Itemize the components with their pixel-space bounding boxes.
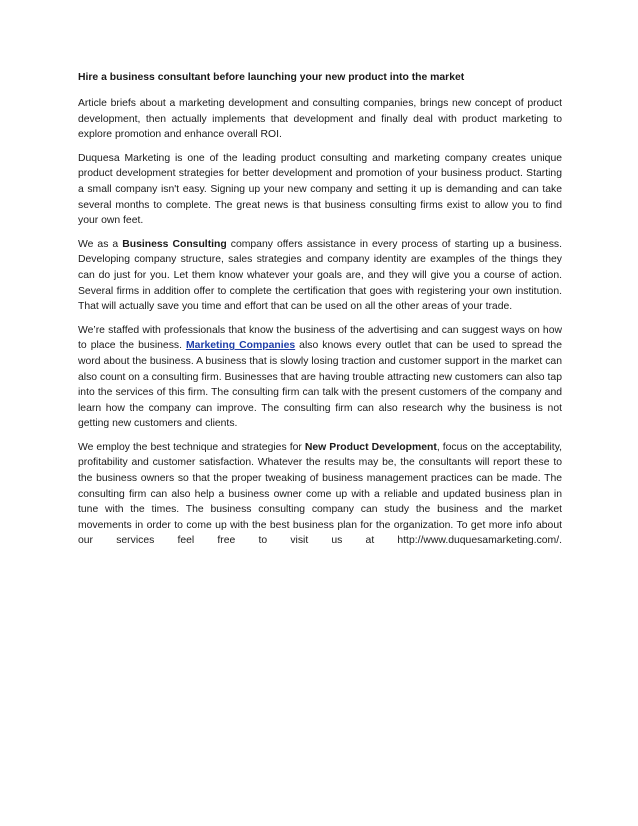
- paragraph-business-consulting: [78, 237, 562, 315]
- paragraph-text: company offers assistance in every process of starting up a business. Developing company structure, sales strategies and company identity are examples of the things they can do just for you. Let them know whatever your goals are, and they will give you a course of action. Several firms in addition offer to complete the certification that goes with registering your own institution. That will actually save you time and effort that can be used on all the other areas of your trade.: [78, 238, 562, 313]
- paragraph-text: We as a: [78, 238, 123, 250]
- paragraph-professionals: [78, 323, 562, 432]
- paragraph-duquesa: Duquesa Marketing is one of the leading product consulting and marketing company creates unique product development strategies for better development and promotion of your business product. Starting a small company isn't easy. Signing up your new company and setting it up is demanding and can take several months to complete. The great news is that business consulting firms exist to allow you to find your own feet.: [78, 152, 562, 227]
- paragraph-text: We’re staffed with professionals that know the business of the advertising and can suggest ways on how to place the business.: [78, 324, 562, 352]
- paragraph-text: also knows every outlet that can be used to spread the word about the business. A business that is slowly losing traction and customer support in the market can also count on a consulting firm. Businesses that are having trouble attracting new customers can also tap into the services of this firm. The consulting firm can talk with the present customers of the company and learn how the company can improve. The consulting firm can also research why the business is not getting new customers and clients.: [78, 340, 562, 430]
- document-title: Hire a business consultant before launching your new product into the market: [78, 72, 465, 83]
- paragraph-new-product-development: [78, 440, 562, 549]
- paragraph-text: We employ the best technique and strategies for: [78, 441, 305, 453]
- business-consulting-bold: Business Consulting: [122, 238, 227, 250]
- paragraph-intro: Article briefs about a marketing development and consulting companies, brings new concept of product development, then actually implements that development and finally deal with product marketing to explore promotion and enhance overall ROI.: [78, 98, 562, 141]
- paragraph-text: , focus on the acceptability, profitability and customer satisfaction. Whatever the results may be, the consultants will report these to the business owners so that the proper tweaking of business management practices can be made. The consulting firm can also help a business owner come up with a reliable and updated business plan in tune with the times. The business consulting company can study the business and the market movements in order to come up with the best business plan for the organization. To get more info about our services feel free to visit us at http://www.duquesamarketing.com/.: [78, 441, 563, 547]
- document-page: [78, 71, 562, 557]
- marketing-companies-link[interactable]: Marketing Companies: [186, 340, 296, 352]
- new-product-development-bold: New Product Development: [304, 441, 437, 453]
